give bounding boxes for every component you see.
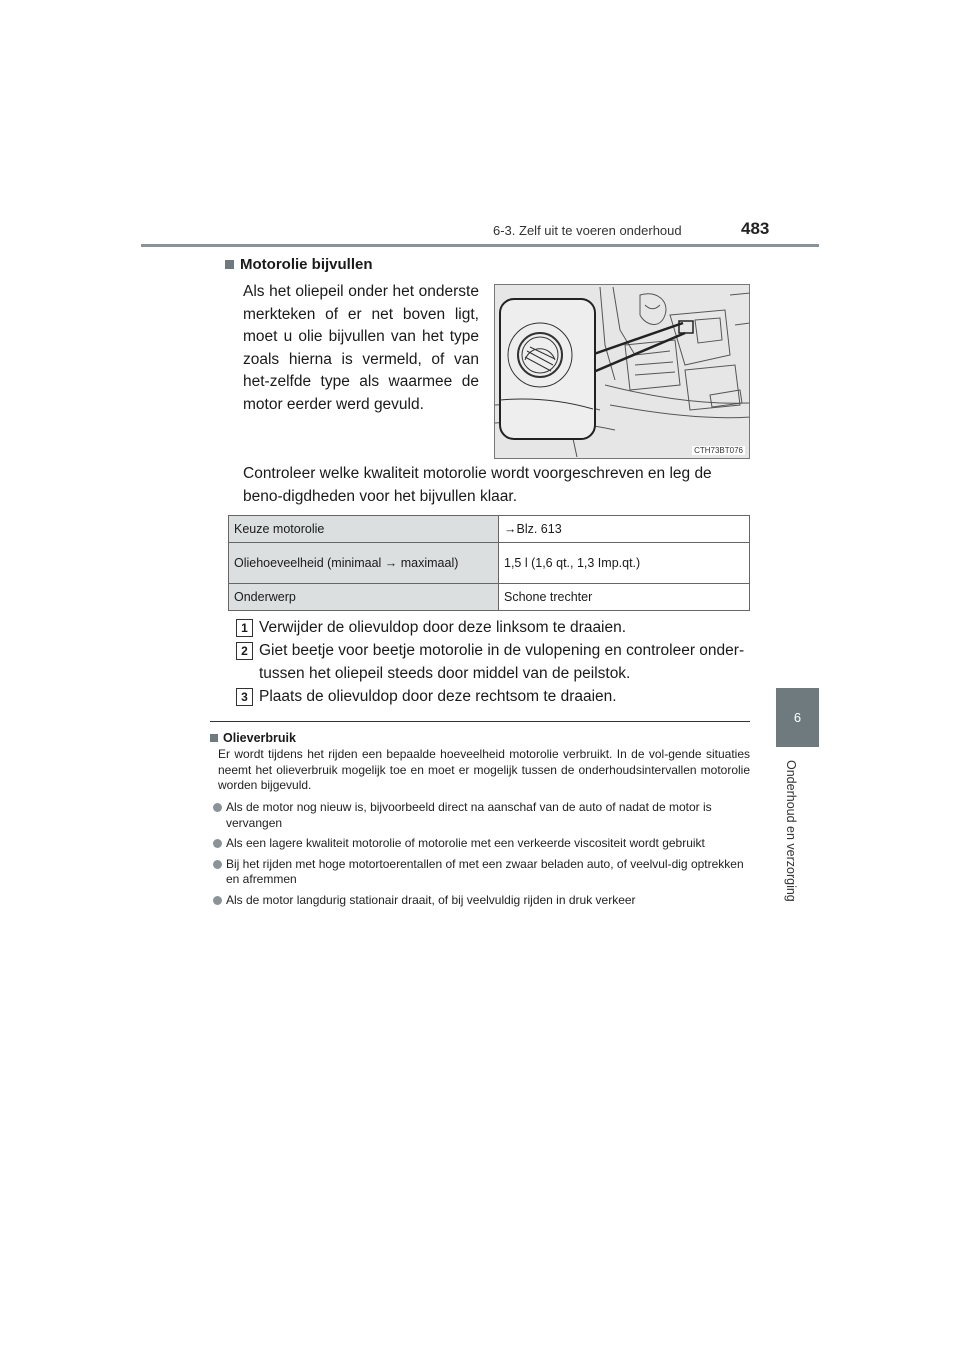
step-text: Verwijder de olievuldop door deze linksom te draaien. [259, 619, 627, 636]
oil-filler-cap-illustration [495, 285, 750, 459]
table-row [229, 543, 750, 584]
header-section-title: 6-3. Zelf uit te voeren onderhoud [493, 223, 682, 238]
notes-bullet-list [210, 800, 750, 913]
step-number-badge: 1 [236, 619, 253, 637]
bullet-dot-icon [213, 803, 222, 812]
step-2 [236, 640, 756, 685]
notes-heading-text: Olieverbruik [223, 731, 296, 745]
step-1 [236, 617, 756, 640]
table-value: 1,5 l (1,6 qt., 1,3 Imp.qt.) [499, 543, 750, 584]
table-row [229, 584, 750, 611]
list-item-text: Als een lagere kwaliteit motorolie of motorolie met een verkeerde viscositeit wordt gebruikt [226, 836, 705, 850]
bullet-dot-icon [213, 839, 222, 848]
table-key: Onderwerp [229, 584, 499, 611]
intro-paragraph: Als het oliepeil onder het onderste merkteken of er net boven ligt, moet u olie bijvullen van het type zoals hierna is vermeld, of van het-zelfde type als waarmee de motor eerder werd gevuld. [243, 283, 479, 413]
list-item [210, 893, 750, 909]
step-text: Giet beetje voor beetje motorolie in de vulopening en controleer onder-tussen het oliepeil steeds door middel van de peilstok. [259, 642, 745, 682]
step-text: Plaats de olievuldop door deze rechtsom te draaien. [259, 688, 617, 705]
step-number-badge: 3 [236, 688, 253, 706]
header-rule [141, 244, 819, 247]
table-key: Oliehoeveelheid (minimaal → maximaal) [229, 543, 499, 584]
chapter-number: 6 [793, 710, 802, 725]
square-bullet-icon [225, 260, 234, 269]
notes-paragraph: Er wordt tijdens het rijden een bepaalde hoeveelheid motorolie verbruikt. In de vol-gende situaties neemt het olieverbruik mogelijk toe en moet er mogelijk tussen de onderhoudsintervallen motorolie worden bijgevuld. [218, 747, 750, 792]
list-item-text: Als de motor nog nieuw is, bijvoorbeeld direct na aanschaf van de auto of nadat de motor is vervangen [226, 800, 712, 830]
step-3 [236, 686, 756, 709]
figure-code: CTH73BT076 [694, 446, 743, 455]
section-divider [210, 721, 750, 722]
list-item [210, 800, 750, 831]
chapter-tab [776, 688, 819, 747]
notes-heading [210, 731, 296, 745]
square-bullet-icon [210, 734, 218, 742]
chapter-title: Onderhoud en verzorging [784, 760, 798, 902]
list-item [210, 857, 750, 888]
table-key: Keuze motorolie [229, 516, 499, 543]
list-item [210, 836, 750, 852]
step-number-badge: 2 [236, 642, 253, 660]
oil-spec-table [228, 515, 750, 611]
table-value: →Blz. 613 [499, 516, 750, 543]
preparation-paragraph: Controleer welke kwaliteit motorolie wordt voorgeschreven en leg de beno-digdheden voor het bijvullen klaar. [243, 465, 712, 505]
page-number: 483 [741, 219, 770, 238]
section-heading-text: Motorolie bijvullen [240, 256, 373, 273]
table-value: Schone trechter [499, 584, 750, 611]
table-row [229, 516, 750, 543]
bullet-dot-icon [213, 860, 222, 869]
list-item-text: Bij het rijden met hoge motortoerentallen of met een zwaar beladen auto, of veelvul-dig optrekken en afremmen [226, 856, 744, 886]
bullet-dot-icon [213, 896, 222, 905]
section-heading [225, 256, 373, 273]
engine-illustration [494, 284, 750, 459]
list-item-text: Als de motor langdurig stationair draait, of bij veelvuldig rijden in druk verkeer [226, 892, 636, 907]
